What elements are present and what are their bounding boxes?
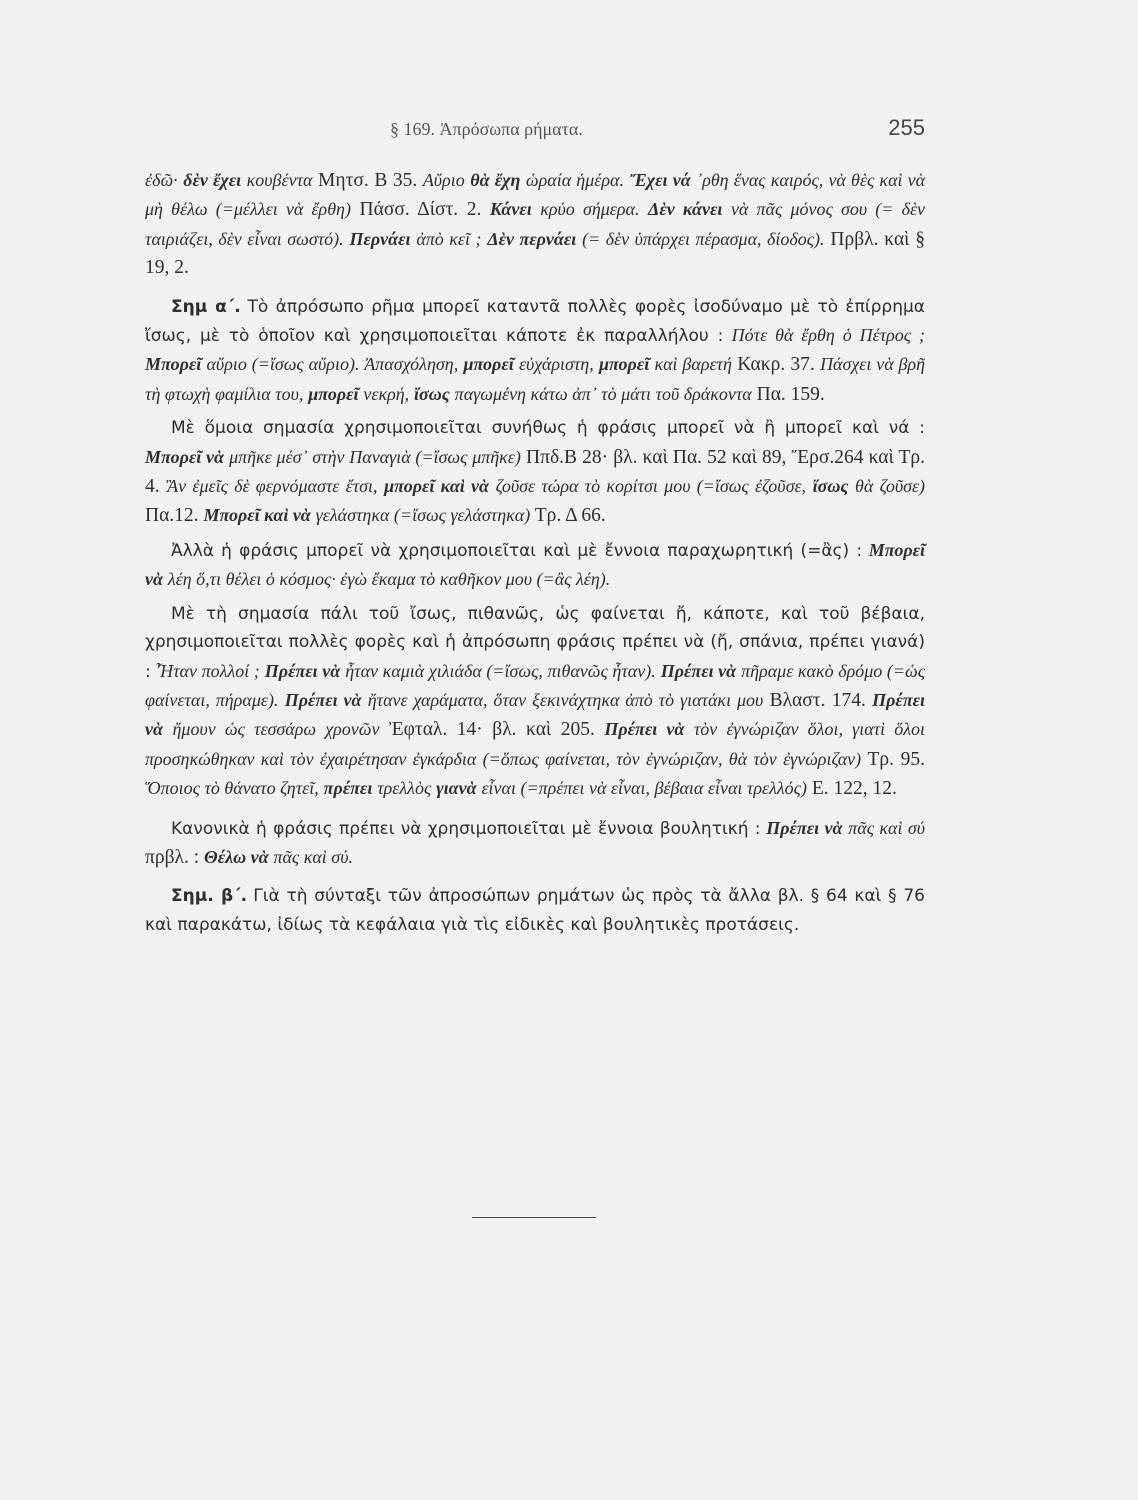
- example-text: αὔριο (=ἴσως αὔριο). Ἀπασχόληση,: [206, 354, 459, 375]
- emphasis: Περνάει: [349, 228, 411, 249]
- example-text: νεκρή,: [363, 383, 410, 404]
- citation: Πρβλ. καὶ § 19, 2.: [145, 228, 926, 279]
- citation: Πα.12.: [145, 505, 199, 527]
- emphasis: μπορεῖ: [463, 354, 514, 375]
- example-text: ᾽ρθη ἕνας καιρός, νὰ θὲς καὶ νὰ μὴ θέλω (=μέλλει νὰ ἔρθη): [145, 170, 926, 220]
- example-text: θὰ ζοῦσε): [855, 476, 926, 497]
- emphasis: Μπορεῖ νὰ: [145, 446, 224, 467]
- example-text: τρελλὸς: [377, 778, 432, 799]
- example-text: ἤμουν ὡς τεσσάρω χρονῶν: [172, 719, 380, 740]
- emphasis: Θέλω νὰ: [204, 846, 269, 867]
- emphasis: Πρέπει νὰ: [284, 689, 362, 710]
- emphasis: θὰ ἔχη: [470, 170, 521, 190]
- paragraph-7-note-b: [145, 882, 925, 939]
- example-text: Αὔριο: [422, 170, 465, 190]
- citation: Κακρ. 37.: [737, 354, 815, 376]
- emphasis: Δὲν περνάει: [487, 228, 577, 249]
- page-body: [145, 166, 925, 944]
- citation: Τρ. Δ 66.: [534, 505, 606, 527]
- paragraph-1: [145, 166, 925, 283]
- page-number: 255: [888, 115, 925, 140]
- example-text: εὐχάριστη,: [518, 354, 594, 375]
- example-text: πᾶς καὶ σύ: [848, 817, 926, 838]
- emphasis: μπορεῖ: [598, 354, 650, 375]
- emphasis: Πρέπει νὰ: [604, 719, 685, 740]
- paragraph-3: [145, 414, 925, 531]
- emphasis: γιανὰ: [436, 778, 477, 799]
- citation: Τρ. 95.: [867, 748, 925, 770]
- emphasis: Κάνει: [489, 199, 532, 220]
- emphasis: μπορεῖ: [308, 383, 359, 404]
- page-header: [145, 115, 925, 145]
- emphasis: Πρέπει νὰ: [264, 660, 341, 681]
- emphasis: Πρέπει νὰ: [660, 660, 737, 681]
- emphasis: Πρέπει νὰ: [766, 817, 843, 838]
- example-text: τὸν ἐγνώριζαν ὅλοι, γιατὶ ὅλοι προσηκώθηκαν καὶ τὸν ἐχαιρέτησαν ἐγκάρδια (=ὅπως φαίνεται, τὸν ἐγνώριζαν, θὰ τὸν ἐγνώριζαν): [145, 719, 926, 769]
- paragraph-5: [145, 600, 925, 804]
- example-text: Ἦταν πολλοί ;: [155, 660, 260, 681]
- example-text: μπῆκε μέσ᾽ στὴν Παναγιὰ (=ἴσως μπῆκε): [229, 446, 521, 467]
- note-label: Σημ. β΄.: [171, 886, 248, 907]
- example-text: κουβέντα: [246, 170, 313, 190]
- example-text: πᾶς καὶ σύ.: [273, 846, 353, 867]
- example-text: ἀπὸ κεῖ ;: [416, 228, 482, 249]
- note-text: Τὸ ἀπρόσωπο ρῆμα μπορεῖ καταντᾶ πολλὲς φορὲς ἰσοδύναμο μὲ τὸ ἐπίρρημα ἴσως, μὲ τὸ ὁποῖον καὶ χρησιμοποιεῖται κάποτε ἐκ παραλλήλου :: [145, 296, 925, 347]
- paragraph-4: [145, 536, 925, 595]
- example-text: ἤτανε χαράματα, ὅταν ξεκινάχτηκα ἀπὸ τὸ γιατάκι μου: [367, 689, 764, 710]
- citation: Πάσσ. Δίστ. 2.: [359, 199, 482, 221]
- paragraph-2-note-a: [145, 293, 925, 410]
- citation: Πα. 159.: [756, 383, 825, 405]
- citation: Μητσ. Β 35.: [318, 170, 418, 191]
- example-text: Πάσχει νὰ βρῆ τὴ φτωχὴ φαμίλια του,: [145, 354, 926, 404]
- emphasis: Δὲν κάνει: [648, 199, 723, 220]
- paragraph-6: [145, 814, 925, 873]
- example-text: (= δὲν ὑπάρχει πέρασμα, δίοδος).: [582, 228, 825, 249]
- citation: Ε. 122, 12.: [811, 778, 897, 800]
- example-text: ἐδῶ·: [145, 170, 178, 190]
- body-text: Ἀλλὰ ἡ φράσις μπορεῖ νὰ χρησιμοποιεῖται καὶ μὲ ἔννοια παραχωρητική (=ἂς) :: [171, 540, 863, 561]
- emphasis: δὲν ἔχει: [183, 170, 242, 190]
- example-text: λέη ὅ,τι θέλει ὁ κόσμος· ἐγὼ ἔκαμα τὸ καθῆκον μου (=ἂς λέη).: [167, 569, 611, 590]
- note-label: Σημ α΄.: [171, 296, 241, 317]
- running-title: § 169. Ἀπρόσωπα ρήματα.: [390, 119, 583, 139]
- example-text: παγωμένη κάτω ἀπ᾽ τὸ μάτι τοῦ δράκοντα: [454, 383, 752, 404]
- citation: Ππδ.Β 28· βλ. καὶ Πα. 52 καὶ 89, Ἔρσ.264 καὶ Τρ. 4.: [145, 446, 926, 498]
- body-text: Μὲ ὅμοια σημασία χρησιμοποιεῖται συνήθως ἡ φράσις μπορεῖ νὰ ἢ μπορεῖ καὶ νά :: [171, 418, 925, 439]
- example-text: ζοῦσε τώρα τὸ κορίτσι μου (=ἴσως ἐζοῦσε,: [495, 476, 807, 497]
- citation: Ἐφταλ. 14· βλ. καὶ 205.: [389, 719, 595, 741]
- citation: Βλαστ. 174.: [769, 689, 866, 711]
- example-text: γελάστηκα (=ἴσως γελάστηκα): [315, 505, 531, 526]
- emphasis: Μπορεῖ νὰ: [145, 539, 925, 590]
- example-text: Ἂν ἐμεῖς δὲ φερνόμαστε ἔτσι,: [166, 476, 378, 497]
- example-text: Πότε θὰ ἔρθη ὁ Πέτρος ;: [731, 325, 925, 346]
- example-text: ἦταν καμιὰ χιλιάδα (=ἴσως, πιθανῶς ἦταν).: [345, 660, 656, 681]
- emphasis: Πρέπει νὰ: [145, 689, 926, 740]
- example-text: ὡραία ἡμέρα.: [525, 170, 624, 190]
- note-text: Γιὰ τὴ σύνταξι τῶν ἀπροσώπων ρημάτων ὡς πρὸς τὰ ἄλλα βλ. § 64 καὶ § 76 καὶ παρακάτω, ἰδίως τὰ κεφάλαια γιὰ τὶς εἰδικὲς καὶ βουλητικὲς προτάσεις.: [145, 886, 925, 935]
- emphasis: πρέπει: [323, 778, 373, 799]
- body-text: Κανονικὰ ἡ φράσις πρέπει νὰ χρησιμοποιεῖται μὲ ἔννοια βουλητική :: [171, 818, 761, 839]
- example-text: κρύο σήμερα.: [540, 199, 640, 220]
- emphasis: Μπορεῖ: [145, 354, 202, 375]
- emphasis: ἴσως: [812, 476, 849, 497]
- example-text: καὶ βαρετή: [654, 354, 732, 375]
- citation: πρβλ. :: [145, 846, 200, 868]
- example-text: πῆραμε κακὸ δρόμο (=ὡς φαίνεται, πήραμε).: [145, 660, 926, 710]
- body-text: Μὲ τὴ σημασία πάλι τοῦ ἴσως, πιθανῶς, ὡς φαίνεται ἤ, κάποτε, καὶ τοῦ βέβαια, χρησιμοποιεῖται πολλὲς φορὲς καὶ ἡ ἀπρόσωπη φράσις πρέπει νὰ (ἤ, σπάνια, πρέπει γιανά) :: [145, 603, 925, 682]
- emphasis: ἴσως: [414, 383, 450, 404]
- emphasis: Μπορεῖ καὶ νὰ: [203, 505, 311, 526]
- example-text: εἶναι (=πρέπει νὰ εἶναι, βέβαια εἶναι τρελλός): [481, 778, 807, 799]
- example-text: νὰ πᾶς μόνος σου (= δὲν ταιριάζει, δὲν εἶναι σωστό).: [145, 199, 926, 249]
- example-text: Ὅποιος τὸ θάνατο ζητεῖ,: [145, 778, 319, 799]
- emphasis: Ἔχει νά: [629, 170, 691, 190]
- end-rule: [472, 1217, 596, 1218]
- emphasis: μπορεῖ καὶ νὰ: [384, 476, 489, 497]
